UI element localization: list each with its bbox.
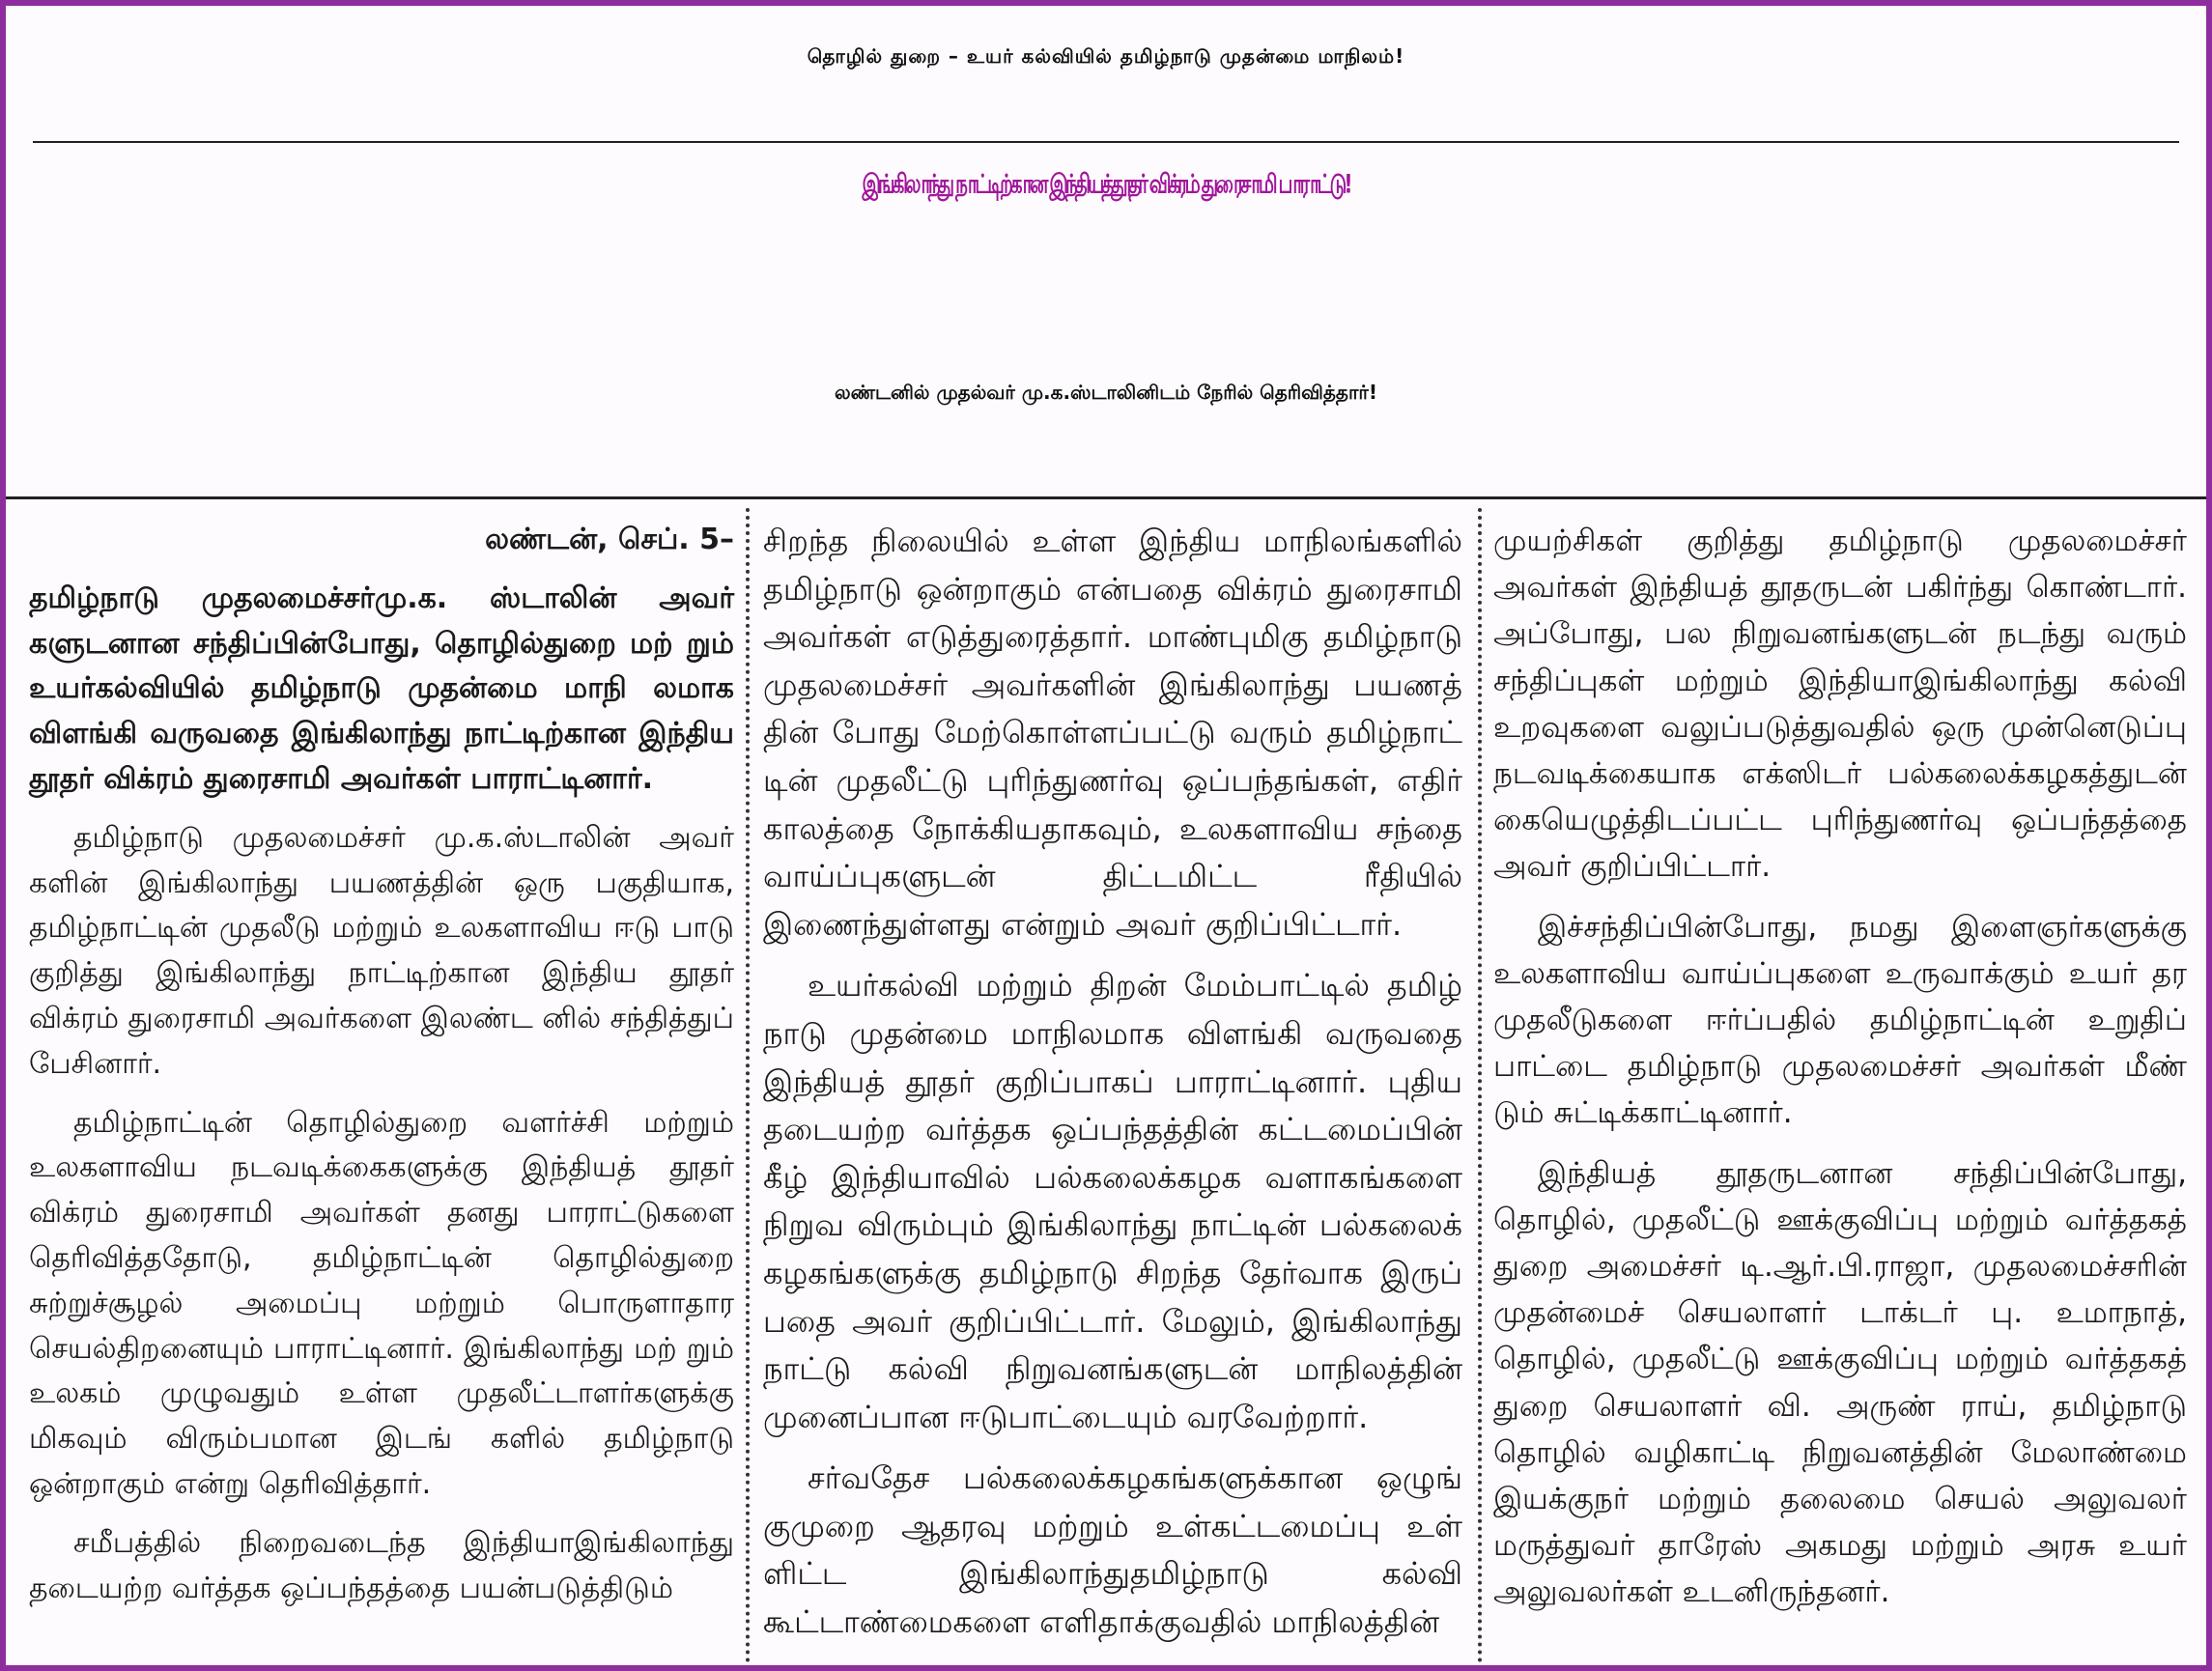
column-divider <box>746 508 750 1663</box>
body-paragraph: உயர்கல்வி மற்றும் திறன் மேம்பாட்டில் தமிழ் நாடு முதன்மை மாநிலமாக விளங்கி வருவதை இந்தியத் தூதர் குறிப்பாகப் பாராட்டினார். புதிய தடையற்ற வர்த்தக ஒப்பந்தத்தின் கட்டமைப்பின் கீழ் இந்தியாவில் பல்கலைக்கழக வளாகங்களை நிறுவ விரும்பும் இங்கிலாந்து நாட்டின் பல்கலைக் கழகங்களுக்கு தமிழ்நாடு சிறந்த தேர்வாக இருப் பதை அவர் குறிப்பிட்டார். மேலும், இங்கிலாந்து நாட்டு கல்வி நிறுவனங்களுடன் மாநிலத்தின் முனைப்பான ஈடுபாட்டையும் வரவேற்றார். <box>763 967 1462 1435</box>
column-divider <box>1478 508 1482 1663</box>
dateline: லண்டன், செப். 5– <box>485 523 734 556</box>
body-paragraph: முயற்சிகள் குறித்து தமிழ்நாடு முதலமைச்சர் அவர்கள் இந்தியத் தூதருடன் பகிர்ந்து கொண்டார். அப்போது, பல நிறுவனங்களுடன் நடந்து வரும் சந்திப்புகள் மற்றும் இந்தியாஇங்கிலாந்து கல்வி உறவுகளை வலுப்படுத்துவதில் ஒரு முன்னெடுப்பு நடவடிக்கையாக எக்ஸிடர் பல்கலைக்கழகத்துடன் கையெழுத்திடப்பட்ட புரிந்துணர்வு ஒப்பந்தத்தை அவர் குறிப்பிட்டார். <box>1493 524 2187 885</box>
body-paragraph: சிறந்த நிலையில் உள்ள இந்திய மாநிலங்களில் தமிழ்நாடு ஒன்றாகும் என்பதை விக்ரம் துரைசாமி அவர்கள் எடுத்துரைத்தார். மாண்புமிகு தமிழ்நாடு முதலமைச்சர் அவர்களின் இங்கிலாந்து பயணத் தின் போது மேற்கொள்ளப்பட்டு வரும் தமிழ்நாட் டின் முதலீட்டு புரிந்துணர்வு ஒப்பந்தங்கள், எதிர் காலத்தை நோக்கியதாகவும், உலகளாவிய சந்தை வாய்ப்புகளுடன் திட்டமிட்ட ரீதியில் இணைந்துள்ளது என்றும் அவர் குறிப்பிட்டார். <box>763 523 1462 943</box>
deck-headline: லண்டனில் முதல்வர் மு.க.ஸ்டாலினிடம் நேரில் தெரிவித்தார்! <box>835 381 1377 404</box>
body-paragraph: தமிழ்நாடு முதலமைச்சர் மு.க.ஸ்டாலின் அவர் களின் இங்கிலாந்து பயணத்தின் ஒரு பகுதியாக, தமிழ்நாட்டின் முதலீடு மற்றும் உலகளாவிய ஈடு பாடு குறித்து இங்கிலாந்து நாட்டிற்கான இந்திய தூதர் விக்ரம் துரைசாமி அவர்களை இலண்ட னில் சந்தித்துப் பேசினார். <box>29 820 734 1081</box>
article-column-3 <box>1493 518 2187 1657</box>
body-paragraph: சர்வதேச பல்கலைக்கழகங்களுக்கான ஒழுங் குமுறை ஆதரவு மற்றும் உள்கட்டமைப்பு உள் ளிட்ட இங்கிலாந்துதமிழ்நாடு கல்வி கூட்டாண்மைகளை எளிதாக்குவதில் மாநிலத்தின் <box>763 1459 1462 1641</box>
main-headline: இங்கிலாந்து நாட்டிற்கான இந்தியத்தூதர் விக்ரம் துரைசாமி பாராட்டு! <box>862 168 1350 200</box>
body-paragraph: இந்தியத் தூதருடனான சந்திப்பின்போது, தொழில், முதலீட்டு ஊக்குவிப்பு மற்றும் வர்த்தகத் துறை அமைச்சர் டி.ஆர்.பி.ராஜா, முதலமைச்சரின் முதன்மைச் செயலாளர் டாக்டர் பு. உமாநாத், தொழில், முதலீட்டு ஊக்குவிப்பு மற்றும் வர்த்தகத் துறை செயலாளர் வி. அருண் ராய், தமிழ்நாடு தொழில் வழிகாட்டி நிறுவனத்தின் மேலாண்மை இயக்குநர் மற்றும் தலைமை செயல் அலுவலர் மருத்துவர் தாரேஸ் அகமது மற்றும் அரசு உயர் அலுவலர்கள் உடனிருந்தனர். <box>1493 1155 2187 1610</box>
article-column-2 <box>763 518 1462 1657</box>
lede-paragraph: தமிழ்நாடு முதலமைச்சர்மு.க. ஸ்டாலின் அவர் களுடனான சந்திப்பின்போது, தொழில்துறை மற் றும் உயர்கல்வியில் தமிழ்நாடு முதன்மை மாநி லமாக விளங்கி வருவதை இங்கிலாந்து நாட்டிற்கான இந்திய தூதர் விக்ரம் துரைசாமி அவர்கள் பாராட்டினார். <box>29 581 734 796</box>
body-paragraph: தமிழ்நாட்டின் தொழில்துறை வளர்ச்சி மற்றும் உலகளாவிய நடவடிக்கைகளுக்கு இந்தியத் தூதர் விக்ரம் துரைசாமி அவர்கள் தனது பாராட்டுகளை தெரிவித்ததோடு, தமிழ்நாட்டின் தொழில்துறை சுற்றுச்சூழல் அமைப்பு மற்றும் பொருளாதார செயல்திறனையும் பாராட்டினார். இங்கிலாந்து மற் றும் உலகம் முழுவதும் உள்ள முதலீட்டாளர்களுக்கு மிகவும் விரும்பமான இடங் களில் தமிழ்நாடு ஒன்றாகும் என்று தெரிவித்தார். <box>29 1105 734 1501</box>
kicker-headline: தொழில் துறை – உயர் கல்வியில் தமிழ்நாடு முதன்மை மாநிலம்! <box>807 44 1405 68</box>
article-column-1 <box>29 518 734 1657</box>
body-paragraph: இச்சந்திப்பின்போது, நமது இளைஞர்களுக்கு உலகளாவிய வாய்ப்புகளை உருவாக்கும் உயர் தர முதலீடுகளை ஈர்ப்பதில் தமிழ்நாட்டின் உறுதிப் பாட்டை தமிழ்நாடு முதலமைச்சர் அவர்கள் மீண் டும் சுட்டிக்காட்டினார். <box>1493 909 2187 1131</box>
header-block <box>6 6 2206 499</box>
body-paragraph: சமீபத்தில் நிறைவடைந்த இந்தியாஇங்கிலாந்து தடையற்ற வர்த்தக ஒப்பந்தத்தை பயன்படுத்திடும் <box>29 1525 734 1605</box>
kicker-rule <box>33 141 2179 143</box>
